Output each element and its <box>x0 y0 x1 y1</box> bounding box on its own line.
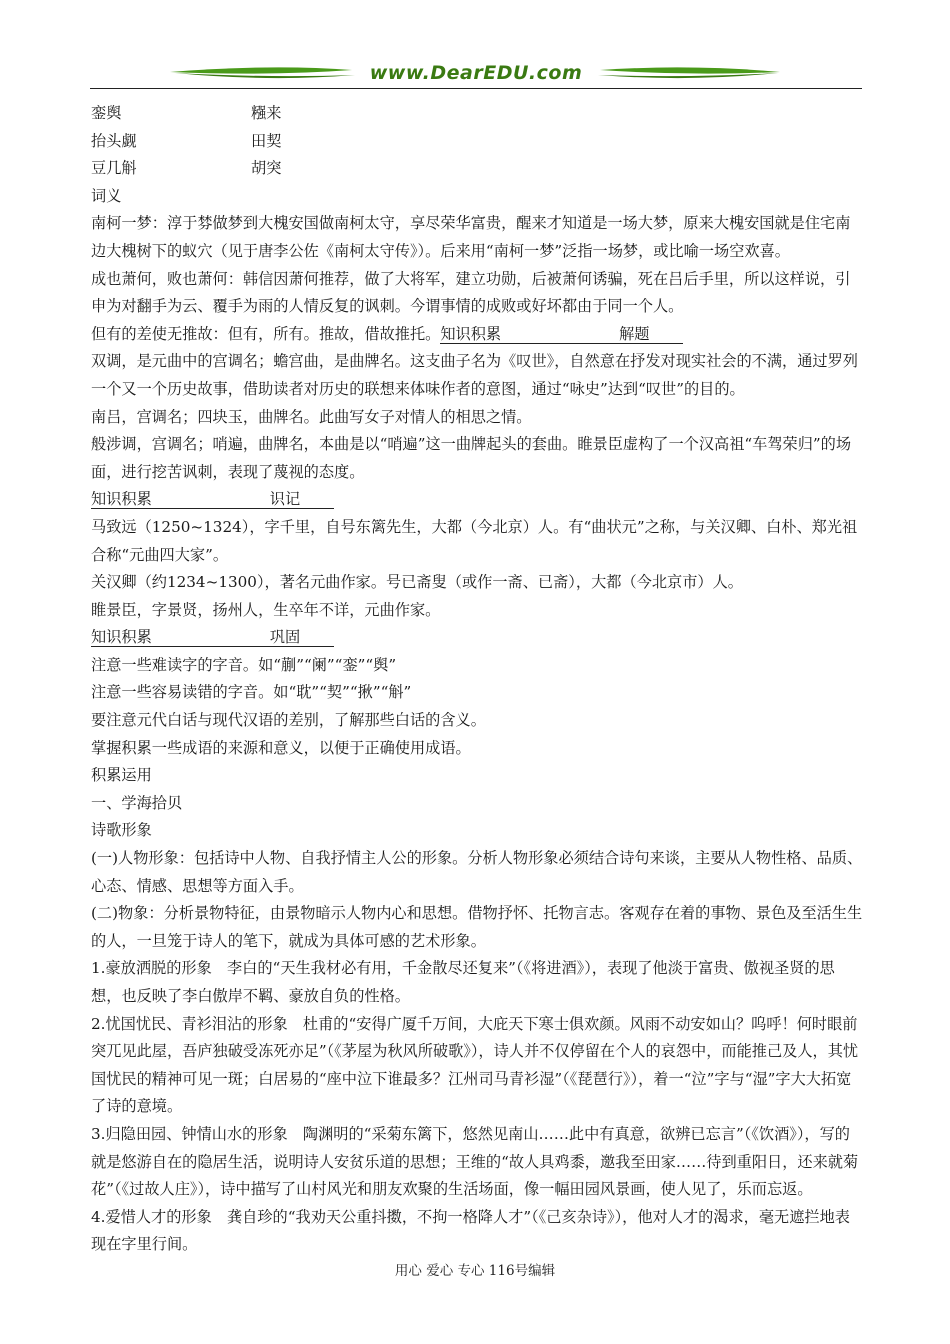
section-heading-jieti: 知识积累 解题 <box>440 325 683 344</box>
word-right: 糨来 <box>251 104 282 122</box>
paragraph: 2.忧国忧民、青衫泪沾的形象 杜甫的“安得广厦千万间，大庇天下寒士俱欢颜。风雨不动安如山？呜呼！何时眼前突兀见此屋，吾庐独破受冻死亦足”（《茅屋为秋风所破歌》），诗人并不仅停留在个人的哀怨中，而能推己及人，其忧国忧民的精神可见一斑；白居易的“座中泣下谁最多？江州司马青衫湿”（《琵琶行》），着一“泣”字与“湿”字大大拓宽了诗的意境。 <box>91 1014 859 1116</box>
paragraph: 4.爱惜人才的形象 龚自珍的“我劝天公重抖擞，不拘一格降人才”（《己亥杂诗》），他对人才的渴求，毫无遮拦地表现在字里行间。 <box>91 1207 850 1254</box>
site-header-logo <box>90 58 862 90</box>
paragraph <box>91 321 863 349</box>
section-heading-ciyi: 词义 <box>91 186 122 205</box>
word-pair-row <box>91 128 863 156</box>
document-body <box>91 100 863 1259</box>
section-heading-shige: 诗歌形象 <box>91 821 152 840</box>
paragraph: 注意一些容易读错的字音。如“耽”“契”“揪”“斛” <box>91 683 412 702</box>
paragraph: 般涉调，宫调名；哨遍，曲牌名，本曲是以“哨遍”这一曲牌起头的套曲。睢景臣虚构了一个汉高祖“车驾荣归”的场面，进行挖苦讽刺，表现了蔑视的态度。 <box>91 435 852 481</box>
word-pair-row <box>91 100 863 128</box>
paragraph: 关汉卿（约1234~1300），著名元曲作家。号已斋叟（或作一斋、已斋），大都（今北京市）人。 <box>91 573 743 592</box>
section-heading-xuehai: 一、学海拾贝 <box>91 793 183 812</box>
word-left: 銮舆 <box>91 104 122 122</box>
paragraph: 掌握积累一些成语的来源和意义，以便于正确使用成语。 <box>91 738 471 757</box>
word-right: 田契 <box>251 131 282 150</box>
page-footer: 用心 爱心 专心 116号编辑 <box>394 1263 556 1279</box>
paragraph: 南柯一梦：淳于棼做梦到大槐安国做南柯太守，享尽荣华富贵，醒来才知道是一场大梦，原来大槐安国就是住宅南边大槐树下的蚁穴（见于唐李公佐《南柯太守传》）。后来用“南柯一梦”泛指一场梦，或比喻一场空欢喜。 <box>91 214 851 260</box>
paragraph: (一)人物形象：包括诗中人物、自我抒情主人公的形象。分析人物形象必须结合诗句来谈，主要从人物性格、品质、心态、情感、思想等方面入手。 <box>91 849 863 895</box>
paragraph: 成也萧何，败也萧何：韩信因萧何推荐，做了大将军，建立功勋，后被萧何诱骗，死在吕后手里，所以这样说，引申为对翻手为云、覆手为雨的人情反复的讽刺。今谓事情的成败或好坏都由于同一个人。 <box>91 269 851 316</box>
paragraph: 双调，是元曲中的宫调名；蟾宫曲，是曲牌名。这支曲子名为《叹世》，自然意在抒发对现实社会的不满，通过罗列一个又一个历史故事，借助读者对历史的联想来体味作者的意图，通过“咏史”达到“叹世”的目的。 <box>91 352 858 398</box>
paragraph: 1.豪放洒脱的形象 李白的“天生我材必有用，千金散尽还复来”（《将进酒》），表现了他淡于富贵、傲视圣贤的思想，也反映了李白傲岸不羁、豪放自负的性格。 <box>91 959 835 1005</box>
paragraph: 要注意元代白话与现代汉语的差别，了解那些白话的含义。 <box>91 711 486 730</box>
paragraph: 睢景臣，字景贤，扬州人，生卒年不详，元曲作家。 <box>91 600 441 619</box>
paragraph: 注意一些难读字的字音。如“蒯”“阑”“銮”“舆” <box>91 655 397 674</box>
section-heading-yunyong: 积累运用 <box>91 766 152 785</box>
header-divider <box>90 88 862 89</box>
word-right: 胡突 <box>251 159 282 178</box>
paragraph-text: 但有的差使无推故：但有，所有。推故，借故推托。 <box>91 324 441 343</box>
section-heading-gonggu: 知识积累 巩固 <box>91 624 863 652</box>
section-heading-shiji: 知识积累 识记 <box>91 486 863 514</box>
paragraph: 3.归隐田园、钟情山水的形象 陶渊明的“采菊东篱下，悠然见南山……此中有真意，欲辨已忘言”（《饮酒》），写的就是悠游自在的隐居生活，说明诗人安贫乐道的思想；王维的“故人具鸡黍，邀我至田家……待到重阳日，还来就菊花”（《过故人庄》），诗中描写了山村风光和朋友欢聚的生活场面，像一幅田园风景画，使人见了，乐而忘返。 <box>91 1124 859 1199</box>
paragraph: 马致远（1250~1324），字千里，自号东篱先生，大都（今北京）人。有“曲状元”之称，与关汉卿、白朴、郑光祖合称“元曲四大家”。 <box>91 517 858 564</box>
word-pair-row <box>91 155 863 183</box>
site-logo-text: www.DearEDU.com <box>369 62 583 84</box>
paragraph: 南吕，宫调名；四块玉，曲牌名。此曲写女子对情人的相思之情。 <box>91 407 532 426</box>
word-left: 抬头觑 <box>91 131 137 150</box>
paragraph: (二)物象：分析景物特征，由景物暗示人物内心和思想。借物抒怀、托物言志。客观存在着的事物、景色及至活生生的人，一旦笼于诗人的笔下，就成为具体可感的艺术形象。 <box>91 904 863 950</box>
word-left: 豆几斛 <box>91 159 137 178</box>
